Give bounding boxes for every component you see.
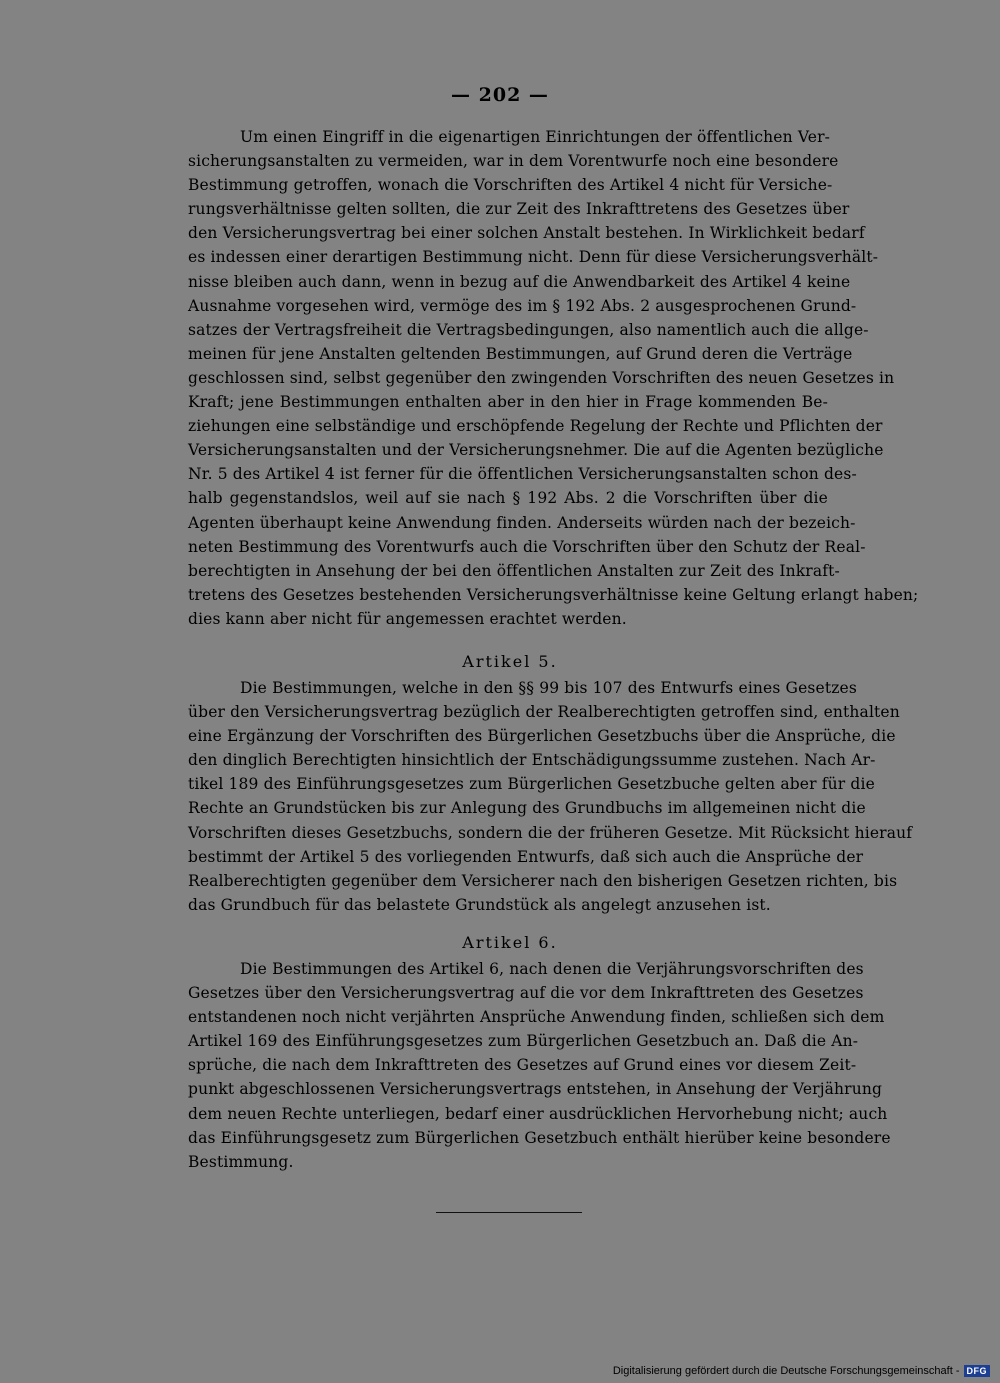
text-line: entstandenen noch nicht verjährten Ansprüche Anwendung finden, schließen sich dem bbox=[188, 1008, 885, 1027]
page-number: — 202 — bbox=[451, 84, 549, 106]
text-line: den Versicherungsvertrag bei einer solchen Anstalt bestehen. In Wirklichkeit bedarf bbox=[188, 224, 865, 243]
text-line: das Grundbuch für das belastete Grundstück als angelegt anzusehen ist. bbox=[188, 895, 771, 914]
text-line: das Einführungsgesetz zum Bürgerlichen Gesetzbuch enthält hierüber keine besondere bbox=[188, 1128, 891, 1147]
text-line: dem neuen Rechte unterliegen, bedarf einer ausdrücklichen Hervorhebung nicht; auch bbox=[188, 1104, 888, 1123]
text-line: bestimmt der Artikel 5 des vorliegenden Entwurfs, daß sich auch die Ansprüche der bbox=[188, 847, 864, 866]
text-line: es indessen einer derartigen Bestimmung nicht. Denn für diese Versicherungsverhält- bbox=[188, 248, 879, 267]
text-line: geschlossen sind, selbst gegenüber den zwingenden Vorschriften des neuen Gesetzes in bbox=[188, 368, 895, 387]
heading-artikel-6: Artikel 6. bbox=[462, 933, 558, 952]
text-line: nisse bleiben auch dann, wenn in bezug auf die Anwendbarkeit des Artikel 4 keine bbox=[188, 272, 851, 291]
text-line: satzes der Vertragsfreiheit die Vertragsbedingungen, also namentlich auch die allge- bbox=[188, 320, 869, 339]
text-line: Vorschriften dieses Gesetzbuchs, sondern die der früheren Gesetze. Mit Rücksicht hierauf bbox=[188, 823, 913, 842]
text-line: Um einen Eingriff in die eigenartigen Einrichtungen der öffentlichen Ver- bbox=[240, 128, 831, 146]
text-line: Bestimmung. bbox=[188, 1152, 294, 1171]
text-line: ziehungen eine selbständige und erschöpfende Regelung der Rechte und Pflichten der bbox=[188, 417, 883, 436]
text-line: Die Bestimmungen des Artikel 6, nach denen die Verjährungsvorschriften des bbox=[240, 960, 864, 978]
dfg-logo: DFG bbox=[964, 1365, 991, 1377]
text-line: eine Ergänzung der Vorschriften des Bürgerlichen Gesetzbuchs über die Ansprüche, die bbox=[188, 727, 896, 746]
text-line: Realberechtigten gegenüber dem Versicherer nach den bisherigen Gesetzen richten, bis bbox=[188, 871, 898, 890]
text-line: über den Versicherungsvertrag bezüglich der Realberechtigten getroffen sind, enthalten bbox=[188, 703, 900, 722]
footer-text: Digitalisierung gefördert durch die Deutsche Forschungsgemeinschaft - bbox=[612, 1365, 960, 1377]
text-line: berechtigten in Ansehung der bei den öffentlichen Anstalten zur Zeit des Inkraft- bbox=[188, 561, 840, 580]
text-line: Bestimmung getroffen, wonach die Vorschriften des Artikel 4 nicht für Versiche- bbox=[188, 176, 833, 195]
text-line: Nr. 5 des Artikel 4 ist ferner für die öffentlichen Versicherungsanstalten schon des- bbox=[188, 465, 857, 484]
text-line: tretens des Gesetzes bestehenden Versicherungsverhältnisse keine Geltung erlangt haben; bbox=[188, 585, 919, 604]
text-line: Die Bestimmungen, welche in den §§ 99 bis 107 des Entwurfs eines Gesetzes bbox=[240, 679, 857, 697]
text-line: dies kann aber nicht für angemessen erachtet werden. bbox=[188, 609, 627, 628]
text-line: Gesetzes über den Versicherungsvertrag auf die vor dem Inkrafttreten des Gesetzes bbox=[188, 984, 864, 1003]
text-line: tikel 189 des Einführungsgesetzes zum Bürgerlichen Gesetzbuche gelten aber für die bbox=[188, 775, 875, 794]
text-line: sicherungsanstalten zu vermeiden, war in dem Vorentwurfe noch eine besondere bbox=[188, 152, 839, 171]
text-line: den dinglich Berechtigten hinsichtlich der Entschädigungssumme zustehen. Nach Ar- bbox=[188, 751, 876, 770]
footer bbox=[613, 1365, 990, 1377]
text-line: halb gegenstandslos, weil auf sie nach § 192 Abs. 2 die Vorschriften über die bbox=[188, 489, 828, 508]
end-rule bbox=[436, 1212, 582, 1213]
text-line: punkt abgeschlossenen Versicherungsvertrags entstehen, in Ansehung der Verjährung bbox=[188, 1080, 883, 1099]
text-line: meinen für jene Anstalten geltenden Bestimmungen, auf Grund deren die Verträge bbox=[188, 344, 853, 363]
text-line: Agenten überhaupt keine Anwendung finden. Anderseits würden nach der bezeich- bbox=[188, 513, 856, 532]
text-line: neten Bestimmung des Vorentwurfs auch die Vorschriften über den Schutz der Real- bbox=[188, 537, 866, 556]
paragraph-3 bbox=[188, 957, 891, 1174]
heading-artikel-5: Artikel 5. bbox=[462, 652, 558, 671]
paragraph-2 bbox=[188, 676, 913, 917]
text-line: Kraft; jene Bestimmungen enthalten aber in den hier in Frage kommenden Be- bbox=[188, 393, 828, 412]
text-line: sprüche, die nach dem Inkrafttreten des Gesetzes auf Grund eines vor diesem Zeit- bbox=[188, 1056, 857, 1075]
text-line: Versicherungsanstalten und der Versicherungsnehmer. Die auf die Agenten bezügliche bbox=[188, 441, 884, 460]
text-line: rungsverhältnisse gelten sollten, die zur Zeit des Inkrafttretens des Gesetzes über bbox=[188, 200, 850, 219]
text-line: Ausnahme vorgesehen wird, vermöge des im § 192 Abs. 2 ausgesprochenen Grund- bbox=[188, 296, 857, 315]
paragraph-1 bbox=[188, 125, 919, 631]
text-line: Rechte an Grundstücken bis zur Anlegung des Grundbuchs im allgemeinen nicht die bbox=[188, 799, 866, 818]
text-line: Artikel 169 des Einführungsgesetzes zum Bürgerlichen Gesetzbuch an. Daß die An- bbox=[188, 1032, 859, 1051]
